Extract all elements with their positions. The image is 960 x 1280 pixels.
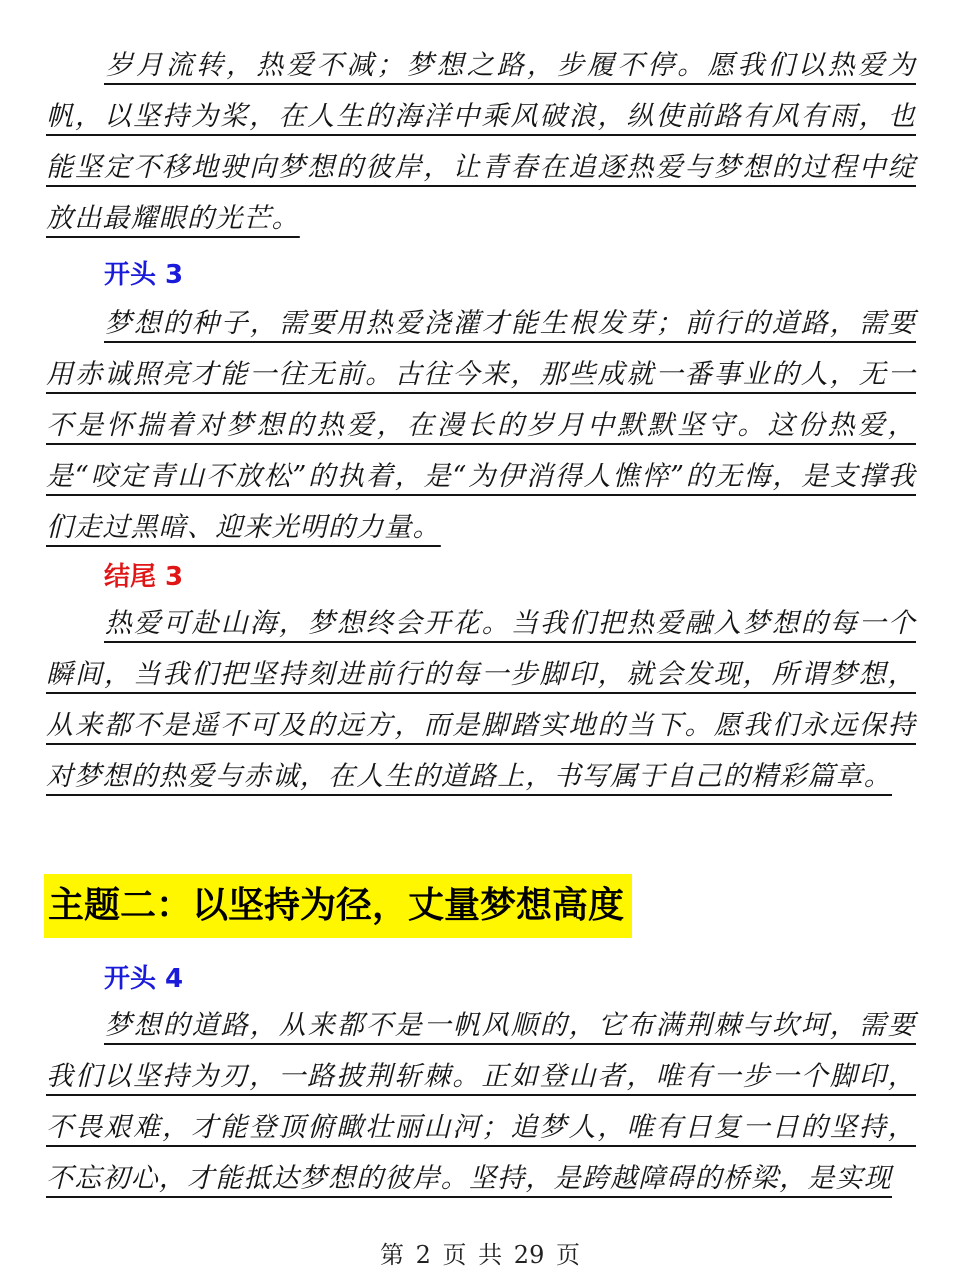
opening-paragraph-3-text: 梦想的种子，需要用热爱浇灌才能生根发芽；前行的道路，需要用赤诚照亮才能一往无前。古往今来，那些成就一番事业的人，无一不是怀揣着对梦想的热爱，在漫长的岁月中默默坚守。这份热爱，是“咬定青山不放松”的执着，是“为伊消得人憔悴”的无悔，是支撑我们走过黑暗、迎来光明的力量。 xyxy=(46,308,916,543)
opening-4-label: 开头 4 xyxy=(104,964,184,994)
opening-paragraph-3 xyxy=(46,298,916,553)
page-number-footer: 第 2 页 共 29 页 xyxy=(380,1241,580,1269)
closing-paragraph-3 xyxy=(46,598,916,802)
opening-paragraph-4 xyxy=(46,1000,916,1204)
closing-paragraph-2 xyxy=(46,40,916,244)
theme-2-heading: 主题二：以坚持为径，丈量梦想高度 xyxy=(44,874,632,938)
opening-3-label: 开头 3 xyxy=(104,260,184,290)
opening-paragraph-4-text: 梦想的道路，从来都不是一帆风顺的，它布满荆棘与坎坷，需要我们以坚持为刃，一路披荆斩棘。正如登山者，唯有一步一个脚印，不畏艰难，才能登顶俯瞰壮丽山河；追梦人，唯有日复一日的坚持，不忘初心，才能抵达梦想的彼岸。坚持，是跨越障碍的桥梁，是实现 xyxy=(46,1010,916,1194)
closing-3-label: 结尾 3 xyxy=(104,562,184,592)
closing-paragraph-3-text: 热爱可赴山海，梦想终会开花。当我们把热爱融入梦想的每一个瞬间，当我们把坚持刻进前行的每一步脚印，就会发现，所谓梦想，从来都不是遥不可及的远方，而是脚踏实地的当下。愿我们永远保持对梦想的热爱与赤诚，在人生的道路上，书写属于自己的精彩篇章。 xyxy=(46,608,916,792)
closing-paragraph-2-text: 岁月流转，热爱不减；梦想之路，步履不停。愿我们以热爱为帆，以坚持为桨，在人生的海洋中乘风破浪，纵使前路有风有雨，也能坚定不移地驶向梦想的彼岸，让青春在追逐热爱与梦想的过程中绽放出最耀眼的光芒。 xyxy=(46,50,916,234)
